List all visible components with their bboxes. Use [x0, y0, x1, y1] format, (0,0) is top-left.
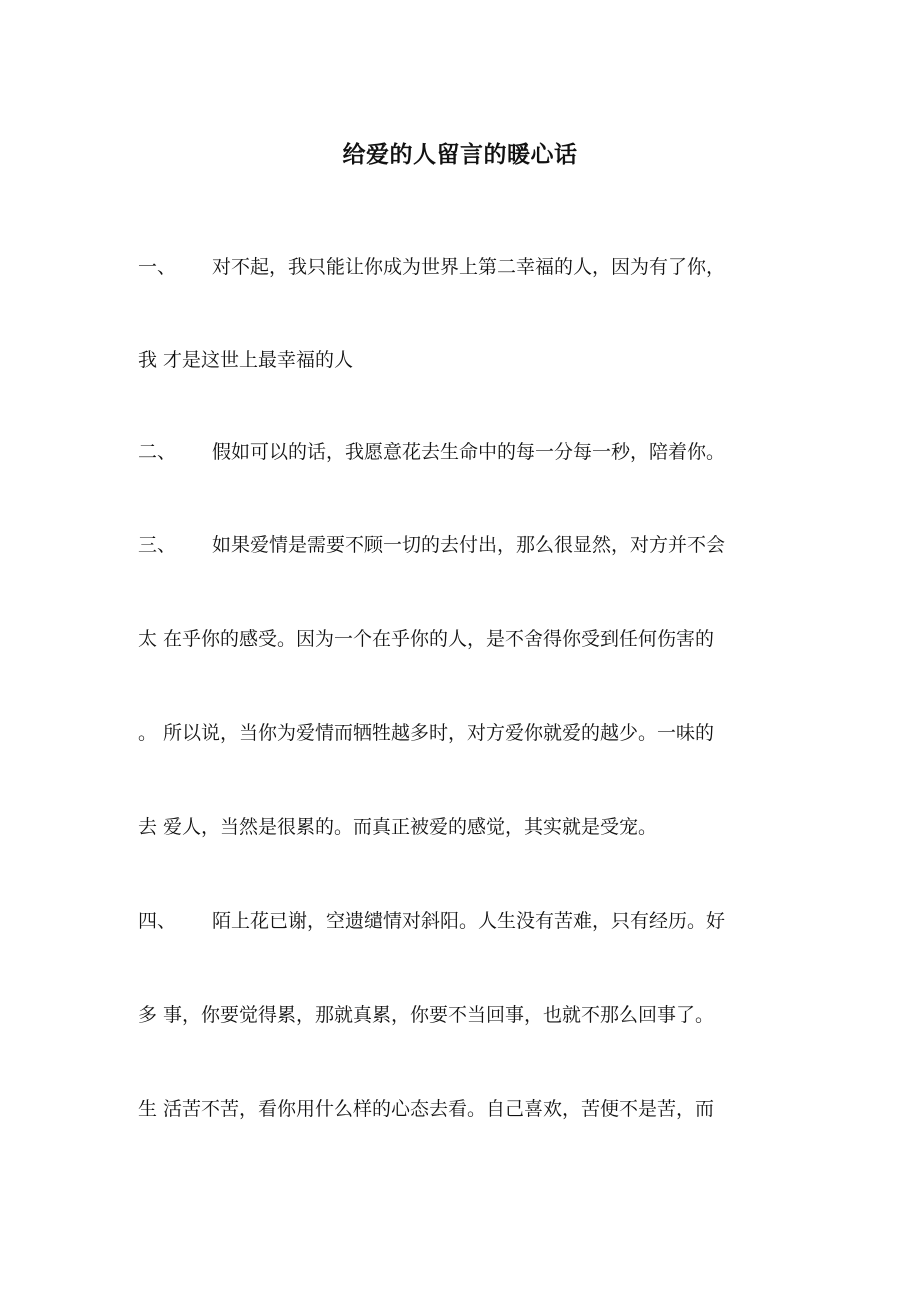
item-3-line-3: 。 所以说，当你为爱情而牺牲越多时，对方爱你就爱的越少。一味的: [138, 722, 715, 744]
item-3-text-1: 如果爱情是需要不顾一切的去付出，那么很显然，对方并不会: [212, 534, 726, 556]
item-2-line-1: [138, 437, 790, 467]
item-4-line-2: 多 事，你要觉得累，那就真累，你要不当回事，也就不那么回事了。: [138, 1004, 715, 1026]
document-title: 给爱的人留言的暖心话: [342, 142, 578, 168]
item-2-number: 二、: [138, 441, 177, 463]
item-1-line-1: [138, 252, 790, 282]
item-3-line-4: 去 爱人，当然是很累的。而真正被爱的感觉，其实就是受宠。: [138, 816, 658, 838]
item-3-number: 三、: [138, 534, 177, 556]
item-2-text-1: 假如可以的话，我愿意花去生命中的每一分每一秒，陪着你。: [212, 441, 726, 463]
item-4-number: 四、: [138, 910, 177, 932]
item-4-line-1: [138, 906, 790, 936]
item-1-line-2: 我 才是这世上最幸福的人: [138, 349, 354, 371]
item-1-number: 一、: [138, 256, 177, 278]
item-4-line-3: 生 活苦不苦，看你用什么样的心态去看。自己喜欢，苦便不是苦，而: [138, 1098, 715, 1120]
item-3-line-2: 太 在乎你的感受。因为一个在乎你的人，是不舍得你受到任何伤害的: [138, 628, 715, 650]
item-4-text-1: 陌上花已谢，空遗缱情对斜阳。人生没有苦难，只有经历。好: [212, 910, 726, 932]
item-1-text-1: 对不起，我只能让你成为世界上第二幸福的人，因为有了你，: [212, 256, 726, 278]
item-3-line-1: [138, 530, 790, 560]
